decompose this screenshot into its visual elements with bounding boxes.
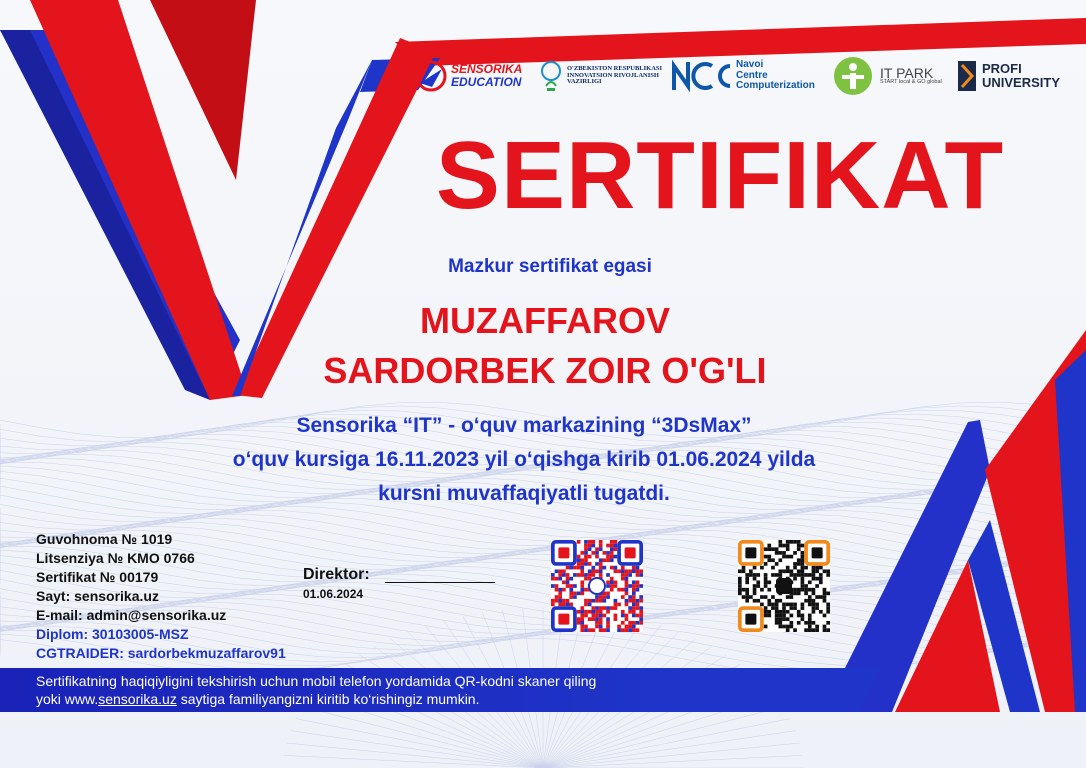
sensorika-logo [414, 52, 534, 100]
director-label: Direktor: [303, 566, 370, 583]
v-blue-right-arm [232, 60, 372, 396]
diplom-number: Diplom: 30103005-MSZ [36, 626, 189, 642]
profi-name: PROFI [982, 61, 1022, 77]
footer-line-1: Sertifikatning haqiqiyligini tekshirish uchun mobil telefon yordamida QR-kodni skaner qiling [36, 673, 597, 689]
social-qr-code[interactable] [738, 540, 830, 632]
holder-given-name: SARDORBEK ZOIR O'G'LI [323, 350, 767, 391]
course-line-2: o‘quv kursiga 16.11.2023 yil o‘qishga kirib 01.06.2024 yilda [232, 448, 816, 471]
website: Sayt: sensorika.uz [36, 588, 159, 604]
certificate-subtitle: Mazkur sertifikat egasi [448, 256, 652, 277]
director-signature-line [385, 582, 495, 583]
certificate-title: SERTIFIKAT [435, 122, 1005, 229]
litsenziya-number: Litsenziya № KMO 0766 [36, 550, 195, 566]
guvohnoma-number: Guvohnoma № 1019 [36, 531, 173, 547]
email: E-mail: admin@sensorika.uz [36, 607, 227, 623]
footer-line-2 [36, 691, 479, 707]
ministry-line1: O'ZBEKISTON RESPUBLIKASI [567, 64, 663, 72]
profi-university: UNIVERSITY [982, 75, 1061, 90]
ministry-line3: VAZIRLIGI [567, 78, 602, 86]
director-date: 01.06.2024 [303, 587, 364, 601]
it-park-name: IT PARK [880, 64, 934, 81]
navoi-line3: Computerization [736, 80, 815, 92]
course-line-1: Sensorika “IT” - o‘quv markazining “3DsMax” [296, 414, 752, 437]
ministry-logo [538, 52, 672, 100]
it-park-emblem-icon [832, 55, 874, 97]
navoi-line1: Navoi [736, 59, 764, 71]
navoi-line2: Centre [736, 69, 768, 81]
sensorika-name: SENSORIKA [451, 62, 523, 77]
sensorika-education: EDUCATION [451, 75, 522, 89]
sensorika-emblem-icon [414, 59, 448, 93]
profi-emblem-icon [956, 59, 978, 93]
verification-qr-code[interactable] [551, 540, 643, 632]
navoi-centre-logo [672, 52, 832, 100]
footer-website-link[interactable]: sensorika.uz [98, 691, 177, 707]
cgtrader-account: CGTRAIDER: sardorbekmuzaffarov91 [36, 645, 286, 661]
sertifikat-number: Sertifikat № 00179 [36, 569, 159, 585]
course-line-3: kursni muvaffaqiyatli tugatdi. [378, 482, 670, 505]
ncc-emblem-icon [672, 58, 734, 94]
it-park-logo [832, 52, 952, 100]
partner-logos [410, 52, 1078, 100]
holder-surname: MUZAFFAROV [420, 300, 670, 341]
profi-university-logo [956, 52, 1078, 100]
it-park-tagline: START local & GO global [880, 79, 942, 86]
ministry-line2: INNOVATSION RIVOJLANISH [567, 71, 659, 79]
lightbulb-icon [538, 58, 564, 94]
footer-line-2-suffix: saytiga familiyangizni kiritib ko‘rishingiz mumkin. [176, 691, 480, 707]
footer-line-2-prefix: yoki www. [36, 691, 99, 707]
